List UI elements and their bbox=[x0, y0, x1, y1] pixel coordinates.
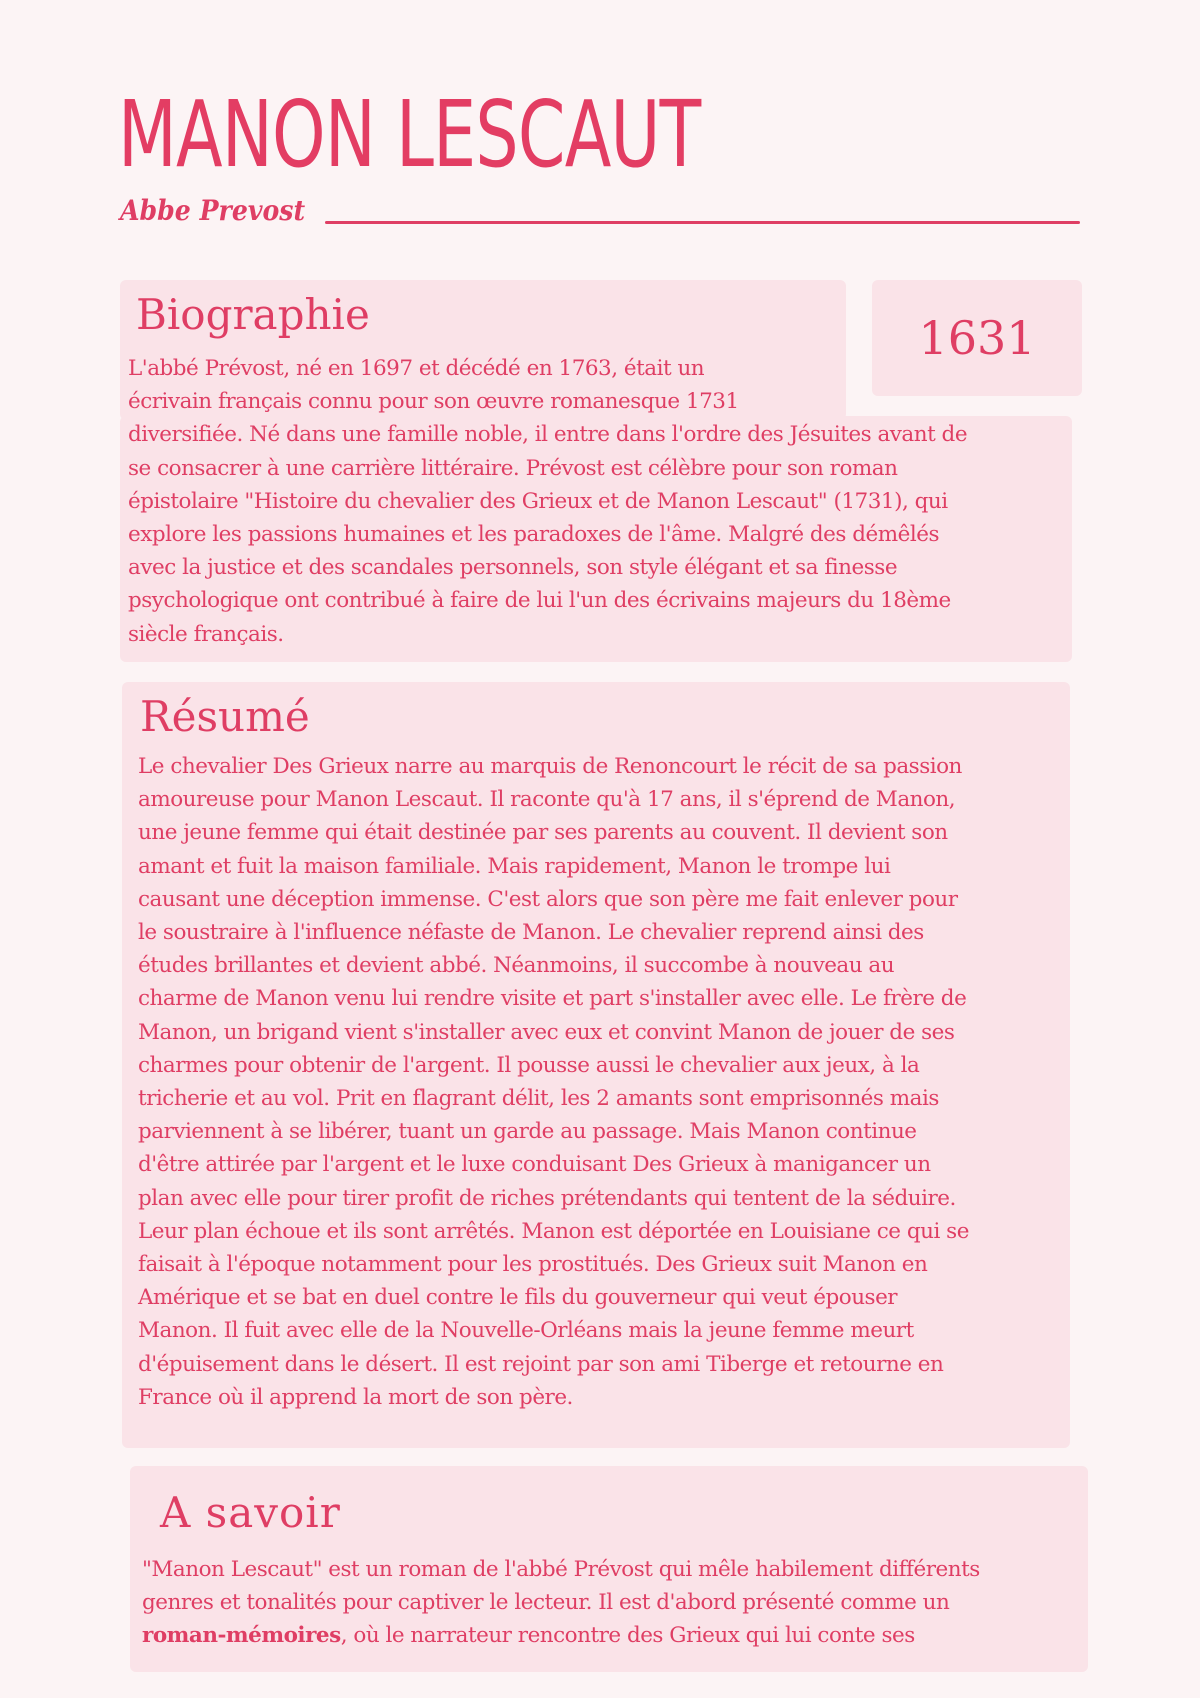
summary-line: charmes pour obtenir de l'argent. Il pousse aussi le chevalier aux jeux, à la bbox=[138, 1052, 920, 1078]
summary-line: d'épuisement dans le désert. Il est rejoint par son ami Tiberge et retourne en bbox=[138, 1351, 944, 1377]
year-badge: 1631 bbox=[918, 311, 1036, 365]
biography-line: diversifiée. Né dans une famille noble, il entre dans l'ordre des Jésuites avant de bbox=[128, 422, 968, 448]
author-name: Abbe Prevost bbox=[120, 194, 306, 227]
biography-line: psychologique ont contribué à faire de lui l'un des écrivains majeurs du 18ème bbox=[128, 588, 951, 614]
to-know-line: "Manon Lescaut" est un roman de l'abbé Prévost qui mêle habilement différents bbox=[142, 1557, 980, 1582]
summary-text bbox=[138, 750, 969, 1414]
biography-line: épistolaire "Histoire du chevalier des Grieux et de Manon Lescaut" (1731), qui bbox=[128, 488, 948, 514]
summary-line: charme de Manon venu lui rendre visite et part s'installer avec elle. Le frère de bbox=[138, 986, 967, 1012]
biography-line: explore les passions humaines et les paradoxes de l'âme. Malgré des démêlés bbox=[128, 522, 939, 548]
biography-line: avec la justice et des scandales personnels, son style élégant et sa finesse bbox=[128, 555, 898, 581]
to-know-heading: A savoir bbox=[160, 1488, 341, 1537]
summary-line: Le chevalier Des Grieux narre au marquis de Renoncourt le récit de sa passion bbox=[138, 754, 962, 779]
summary-line: études brillantes et devient abbé. Néanmoins, il succombe à nouveau au bbox=[138, 953, 895, 979]
summary-line: France où il apprend la mort de son père. bbox=[138, 1384, 573, 1410]
to-know-text bbox=[142, 1553, 980, 1653]
to-know-line: genres et tonalités pour captiver le lecteur. Il est d'abord présenté comme un bbox=[142, 1590, 950, 1616]
summary-line: Amérique et se bat en duel contre le fils du gouverneur qui veut épouser bbox=[138, 1285, 898, 1311]
summary-line: une jeune femme qui était destinée par ses parents au couvent. Il devient son bbox=[138, 820, 948, 846]
summary-line: Manon, un brigand vient s'installer avec eux et convint Manon de jouer de ses bbox=[138, 1019, 955, 1045]
biography-line: L'abbé Prévost, né en 1697 et décédé en 1763, était un bbox=[128, 356, 705, 381]
biography-line: écrivain français connu pour son œuvre romanesque 1731 bbox=[128, 389, 739, 415]
summary-line: faisait à l'époque notamment pour les prostitués. Des Grieux suit Manon en bbox=[138, 1252, 928, 1278]
to-know-line-rest: , où le narrateur rencontre des Grieux qui lui conte ses bbox=[340, 1623, 915, 1649]
author-row bbox=[120, 192, 1080, 232]
to-know-line bbox=[142, 1619, 980, 1652]
summary-line: amoureuse pour Manon Lescaut. Il raconte qu'à 17 ans, il s'éprend de Manon, bbox=[138, 787, 956, 813]
summary-line: tricherie et au vol. Prit en flagrant délit, les 2 amants sont emprisonnés mais bbox=[138, 1086, 939, 1112]
biography-line: siècle français. bbox=[128, 621, 284, 647]
summary-line: d'être attirée par l'argent et le luxe conduisant Des Grieux à manigancer un bbox=[138, 1152, 931, 1178]
summary-heading: Résumé bbox=[140, 692, 310, 741]
summary-line: plan avec elle pour tirer profit de riches prétendants qui tentent de la séduire. bbox=[138, 1185, 956, 1211]
summary-line: le soustraire à l'influence néfaste de Manon. Le chevalier reprend ainsi des bbox=[138, 920, 924, 946]
biography-text bbox=[128, 352, 967, 651]
document-title: MANON LESCAUT bbox=[118, 81, 701, 188]
summary-line: Manon. Il fuit avec elle de la Nouvelle-Orléans mais la jeune femme meurt bbox=[138, 1318, 914, 1344]
biography-heading: Biographie bbox=[136, 290, 370, 339]
emphasis-term: roman-mémoires bbox=[142, 1623, 341, 1649]
title-underline bbox=[325, 221, 1080, 224]
biography-line: se consacrer à une carrière littéraire. Prévost est célèbre pour son roman bbox=[128, 455, 898, 481]
summary-line: Leur plan échoue et ils sont arrêtés. Manon est déportée en Louisiane ce qui se bbox=[138, 1218, 969, 1244]
summary-line: parviennent à se libérer, tuant un garde au passage. Mais Manon continue bbox=[138, 1119, 917, 1145]
summary-line: amant et fuit la maison familiale. Mais rapidement, Manon le trompe lui bbox=[138, 853, 891, 879]
summary-line: causant une déception immense. C'est alors que son père me fait enlever pour bbox=[138, 886, 958, 912]
